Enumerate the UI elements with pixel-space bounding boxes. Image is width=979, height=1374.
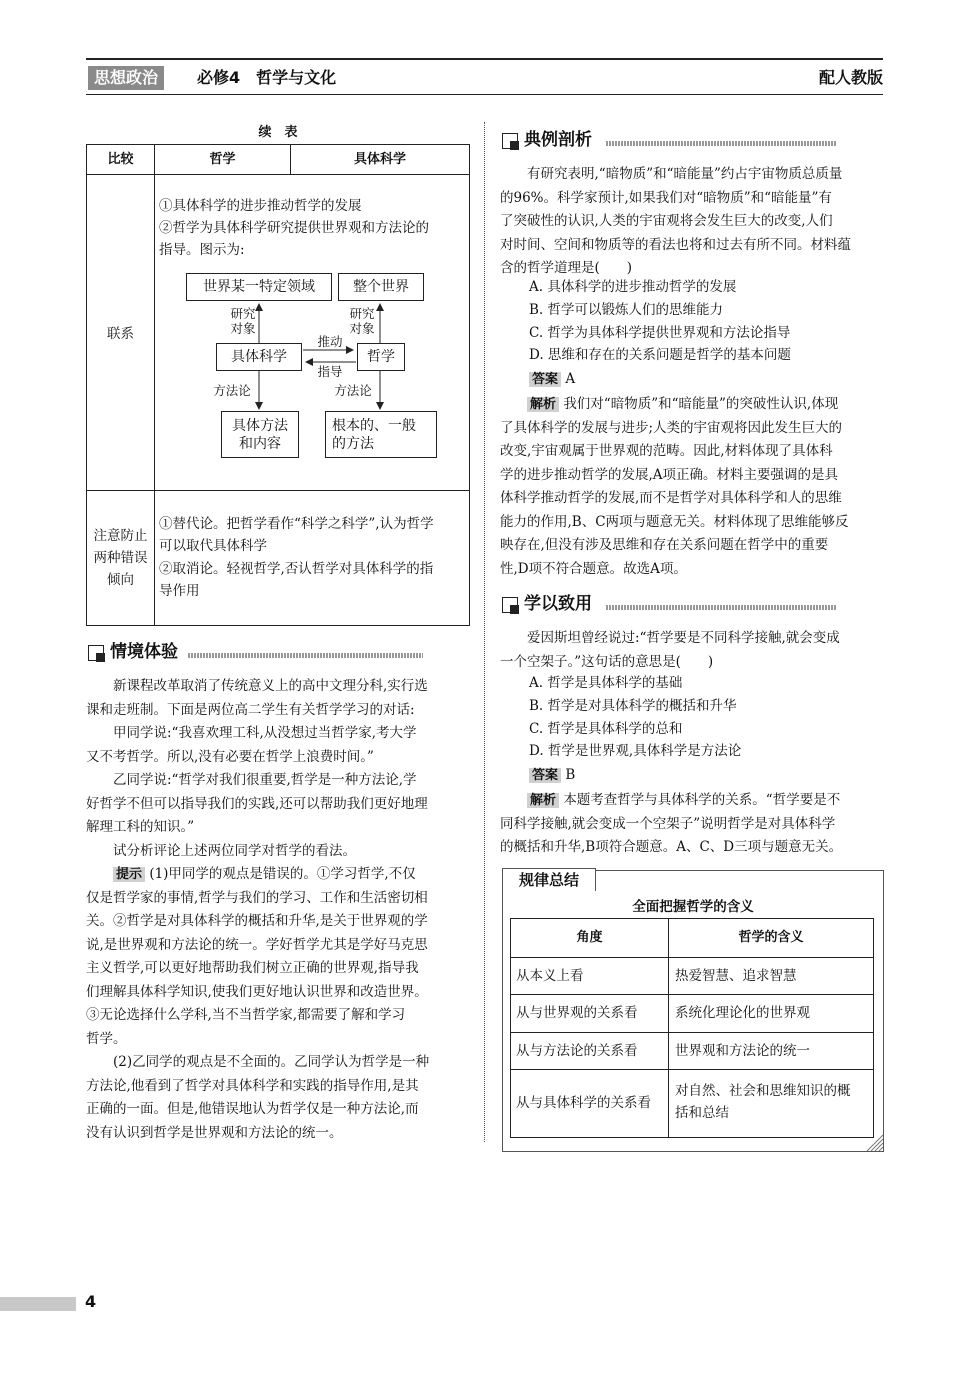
analysis-line: 的概括和升华,B项符合题意。A、C、D三项与题意无关。	[500, 839, 843, 855]
diagram-label-research-left-2: 对象	[230, 321, 256, 336]
analysis-tag: 解析	[527, 793, 559, 808]
summary-tab: 规律总结	[502, 868, 596, 891]
situation-line: 乙同学说:“哲学对我们很重要,哲学是一种方法论,学	[86, 772, 417, 788]
hint-line: 说,是世界观和方法论的统一。学好哲学尤其是学好马克思	[86, 936, 428, 953]
summary-row-angle: 从与具体科学的关系看	[516, 1095, 651, 1111]
analysis-first-line	[500, 393, 884, 417]
summary-caption: 全面把握哲学的含义	[632, 899, 754, 915]
table-rule	[511, 1032, 873, 1033]
connection-line-1: ①具体科学的进步推动哲学的发展	[159, 198, 362, 214]
application-question	[500, 627, 884, 674]
answer-value: A	[565, 371, 576, 387]
diagram-box-whole-world: 整个世界	[338, 273, 424, 301]
analysis-line: 同科学接触,就会变成一个空架子”说明哲学是对具体科学	[500, 815, 836, 832]
application-answer	[529, 764, 575, 788]
answer-tag: 答案	[529, 768, 561, 783]
situation-line: 课和走班制。下面是两位高二学生有关哲学学习的对话:	[86, 701, 415, 718]
diagram-box-science: 具体科学	[216, 343, 302, 371]
section-rule	[606, 141, 836, 146]
example-answer	[529, 368, 575, 392]
section-example-heading	[502, 128, 836, 154]
application-analysis	[500, 789, 884, 860]
analysis-line: 性,D项不符合题意。故选A项。	[500, 560, 687, 577]
example-option-d: D. 思维和存在的关系问题是哲学的基本问题	[529, 347, 791, 363]
row-label-connection: 联系	[107, 326, 134, 342]
summary-row-angle: 从与世界观的关系看	[516, 1005, 638, 1021]
analysis-first-line	[500, 789, 884, 813]
example-option-b: B. 哲学可以锻炼人们的思维能力	[529, 302, 724, 318]
table-header-philosophy: 哲学	[209, 152, 236, 167]
diagram-label-method-left: 方法论	[213, 383, 251, 398]
situation-line: 解理工科的知识。”	[86, 819, 195, 835]
diagram-label-method-right: 方法论	[334, 383, 372, 398]
hint-line: 方法论,他看到了哲学对具体科学和实践的指导作用,是其	[86, 1077, 419, 1094]
footer-bar	[0, 1297, 76, 1311]
subject-badge: 思想政治	[88, 66, 164, 90]
situation-line: 甲同学说:“我喜欢理工科,从没想过当哲学家,考大学	[86, 725, 417, 741]
edition-label: 配人教版	[818, 68, 883, 87]
analysis-line: 学的进步推动哲学的发展,A项正确。材料主要强调的是具	[500, 466, 839, 483]
hint-line: 们理解具体科学知识,使我们更好地认识世界和改造世界。	[86, 983, 428, 1000]
diagram-label-research-left-1: 研究	[230, 306, 256, 321]
summary-row-angle: 从与方法论的关系看	[516, 1043, 638, 1059]
error-line-2: 可以取代具体科学	[159, 538, 267, 554]
hint-line: ③无论选择什么学科,当不当哲学家,都需要了解和学习	[86, 1007, 406, 1023]
table-rule	[511, 1069, 873, 1070]
hint-tag: 提示	[113, 867, 145, 882]
application-option-c: C. 哲学是具体科学的总和	[529, 721, 683, 737]
connection-line-2: ②哲学为具体科学研究提供世界观和方法论的	[159, 220, 429, 236]
question-line: 含的哲学道理是( )	[500, 260, 633, 276]
question-line: 有研究表明,“暗物质”和“暗能量”约占宇宙物质总质量	[500, 166, 843, 182]
hint-line: 正确的一面。但是,他错误地认为哲学仅是一种方法论,而	[86, 1101, 419, 1117]
row-label-errors-2: 两种错误	[93, 550, 148, 566]
analysis-line: 体科学推动哲学的发展,而不是哲学对具体科学和人的思维	[500, 490, 842, 506]
example-analysis	[500, 393, 884, 581]
connection-line-3: 指导。图示为:	[159, 242, 245, 258]
question-line: 对时间、空间和物质等的看法也将和过去有所不同。材料蕴	[500, 236, 851, 253]
application-option-a: A. 哲学是具体科学的基础	[529, 675, 683, 691]
book-title: 必修4 哲学与文化	[197, 68, 337, 87]
summary-table	[510, 918, 874, 1138]
error-line-4: 导作用	[159, 583, 200, 599]
answer-value: B	[565, 767, 576, 783]
error-line-1: ①替代论。把哲学看作“科学之科学”,认为哲学	[159, 516, 434, 532]
situation-text	[86, 675, 470, 1145]
section-icon	[502, 597, 518, 613]
hint-line: 哲学。	[86, 1030, 127, 1047]
summary-row-angle: 从本义上看	[516, 968, 584, 984]
answer-tag: 答案	[529, 372, 561, 387]
specific-methods-line-2: 和内容	[239, 436, 281, 452]
situation-line: 好哲学不但可以指导我们的实践,还可以帮助我们更好地理	[86, 795, 428, 812]
summary-row-meaning: 热爱智慧、追求智慧	[675, 968, 797, 984]
general-methods-line-1: 根本的、一般	[332, 418, 416, 434]
analysis-line: 本题考查哲学与具体科学的关系。“哲学要是不	[563, 792, 841, 808]
hint-line: 没有认识到哲学是世界观和方法论的统一。	[86, 1124, 343, 1141]
section-title: 典例剖析	[524, 130, 592, 150]
analysis-line: 能力的作用,B、C两项与题意无关。材料体现了思维能够反	[500, 513, 849, 530]
page-number: 4	[85, 1292, 97, 1311]
diagram-box-philosophy: 哲学	[357, 343, 405, 371]
analysis-line: 了具体科学的发展与进步;人类的宇宙观将因此发生巨大的	[500, 419, 843, 436]
section-rule	[606, 605, 836, 610]
section-title: 情境体验	[110, 642, 178, 662]
row-label-errors-1: 注意防止	[93, 528, 148, 544]
table-header-science: 具体科学	[353, 152, 406, 167]
error-line-3: ②取消论。轻视哲学,否认哲学对具体科学的指	[159, 561, 434, 577]
summary-row-meaning: 系统化理论化的世界观	[675, 1005, 810, 1021]
situation-line: 又不考哲学。所以,没有必要在哲学上浪费时间。”	[86, 748, 374, 765]
section-title: 学以致用	[524, 594, 592, 614]
example-question	[500, 163, 884, 281]
table-caption: 续 表	[258, 125, 298, 140]
situation-line: 新课程改革取消了传统意义上的高中文理分科,实行选	[86, 678, 428, 694]
table-rule	[511, 957, 873, 958]
question-line: 爱因斯坦曾经说过:“哲学要是不同科学接触,就会变成	[500, 630, 840, 646]
hint-first-line	[86, 863, 470, 887]
table-rule	[511, 994, 873, 995]
summary-header-angle: 角度	[576, 930, 603, 945]
hint-line: (1)甲同学的观点是错误的。①学习哲学,不仅	[149, 866, 416, 882]
summary-row-meaning: 对自然、社会和思维知识的概	[675, 1083, 851, 1099]
application-option-b: B. 哲学是对具体科学的概括和升华	[529, 698, 737, 714]
diagram-box-general-methods	[325, 411, 437, 458]
diagram-label-guide: 指导	[317, 364, 343, 379]
summary-row-meaning: 世界观和方法论的统一	[675, 1043, 810, 1059]
summary-header-meaning: 哲学的含义	[738, 930, 804, 945]
section-application-heading	[502, 592, 836, 618]
question-line: 一个空架子。”这句话的意思是( )	[500, 653, 714, 670]
column-divider	[484, 122, 485, 1142]
section-icon	[88, 645, 104, 661]
diagram-box-specific-field: 世界某一特定领域	[186, 273, 332, 301]
diagram-label-research-right-1: 研究	[349, 306, 375, 321]
example-option-a: A. 具体科学的进步推动哲学的发展	[529, 279, 737, 295]
diagram-box-specific-methods	[221, 411, 299, 458]
application-option-d: D. 哲学是世界观,具体科学是方法论	[529, 743, 742, 759]
section-situation-heading	[88, 640, 423, 666]
example-option-c: C. 哲学为具体科学提供世界观和方法论指导	[529, 325, 791, 341]
diagram-label-research-right-2: 对象	[349, 321, 375, 336]
hint-line: (2)乙同学的观点是不全面的。乙同学认为哲学是一种	[86, 1054, 430, 1070]
analysis-line: 改变,宇宙观属于世界观的范畴。因此,材料体现了具体科	[500, 443, 833, 459]
question-line: 的96%。科学家预计,如果我们对“暗物质”和“暗能量”有	[500, 189, 832, 206]
diagram-label-push: 推动	[317, 334, 343, 349]
situation-line: 试分析评论上述两位同学对哲学的看法。	[86, 842, 356, 859]
section-rule	[188, 653, 423, 658]
specific-methods-line-1: 具体方法	[232, 418, 288, 434]
row-label-errors-3: 倾向	[107, 572, 134, 588]
general-methods-line-2: 的方法	[332, 436, 374, 452]
question-line: 了突破性的认识,人类的宇宙观将会发生巨大的改变,人们	[500, 213, 833, 229]
hint-line: 仅是哲学家的事情,哲学与我们的学习、工作和生活密切相	[86, 889, 428, 906]
hint-line: 关。②哲学是对具体科学的概括和升华,是关于世界观的学	[86, 913, 428, 929]
analysis-line: 我们对“暗物质”和“暗能量”的突破性认识,体现	[563, 396, 839, 412]
hint-line: 主义哲学,可以更好地帮助我们树立正确的世界观,指导我	[86, 960, 419, 976]
section-icon	[502, 133, 518, 149]
summary-row-meaning-cont: 括和总结	[675, 1105, 729, 1121]
analysis-line: 映存在,但没有涉及思维和存在关系问题在哲学中的重要	[500, 537, 829, 553]
table-header-compare: 比较	[107, 152, 134, 167]
analysis-tag: 解析	[527, 397, 559, 412]
